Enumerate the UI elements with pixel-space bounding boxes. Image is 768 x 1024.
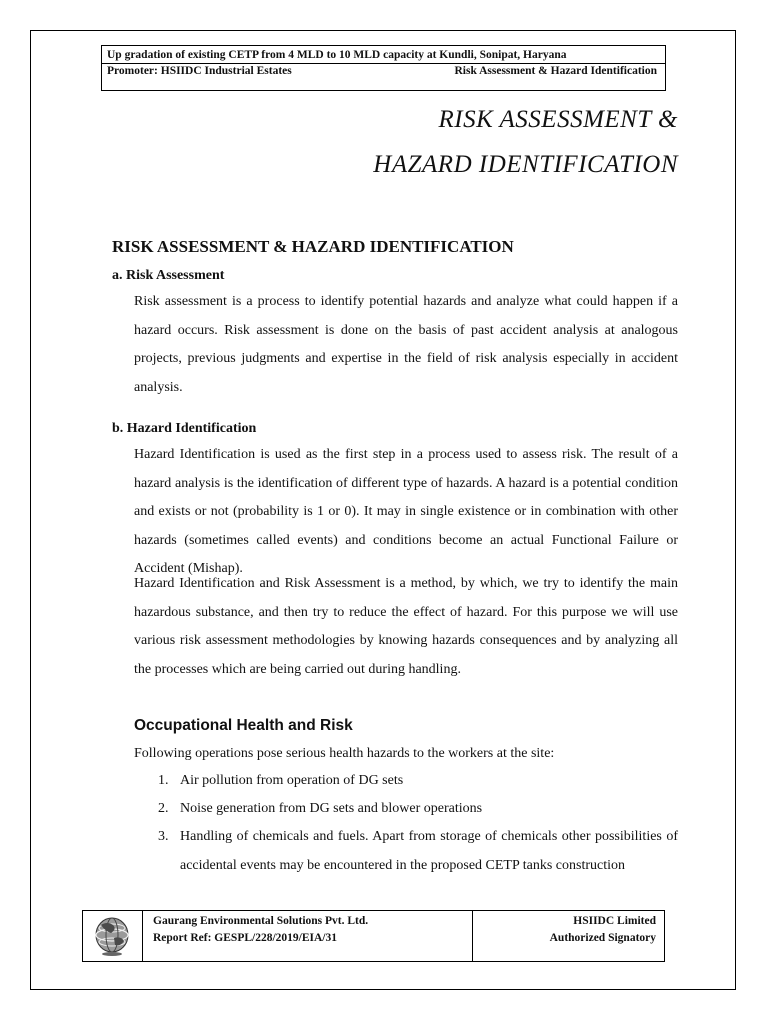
occupational-health-heading: Occupational Health and Risk bbox=[134, 717, 353, 734]
footer-signatory: Authorized Signatory bbox=[549, 932, 656, 944]
occupational-intro: Following operations pose serious health hazards to the workers at the site: bbox=[134, 746, 555, 761]
risk-assessment-label: a. Risk Assessment bbox=[112, 268, 225, 283]
footer-client-cell bbox=[473, 911, 664, 961]
header-project-title: Up gradation of existing CETP from 4 MLD to 10 MLD capacity at Kundli, Sonipat, Haryana bbox=[107, 49, 567, 61]
risk-assessment-paragraph bbox=[134, 288, 678, 402]
hazard-identification-label: b. Hazard Identification bbox=[112, 421, 257, 436]
header-chapter-title: Risk Assessment & Hazard Identification bbox=[454, 65, 657, 77]
list-item-number: 1. bbox=[158, 773, 169, 788]
hazard-identification-paragraph-2 bbox=[134, 570, 678, 684]
running-footer bbox=[82, 910, 665, 962]
footer-consultant-cell bbox=[143, 911, 473, 961]
footer-client-name: HSIIDC Limited bbox=[573, 915, 656, 927]
list-item-text: Handling of chemicals and fuels. Apart from storage of chemicals other possibilities of accidental events may be encountered in the proposed CETP tanks construction bbox=[180, 829, 678, 873]
section-heading: RISK ASSESSMENT & HAZARD IDENTIFICATION bbox=[112, 237, 514, 256]
list-item bbox=[158, 823, 678, 880]
risk-assessment-text: Risk assessment is a process to identify potential hazards and analyze what could happen if a hazard occurs. Risk assessment is done on the basis of past accident analysis at analogous projects, previous judgments and expertise in the field of risk analysis especially in accident analysis. bbox=[134, 294, 678, 395]
hazard-identification-text-1: Hazard Identification is used as the first step in a process used to assess risk. The result of a hazard analysis is the identification of different type of hazards. A hazard is a potential condition and exists or not (probability is 1 or 0). It may in single existence or in combination with other hazards (sometimes called events) and conditions become an actual Functional Failure or Accident (Mishap). bbox=[134, 447, 678, 577]
running-header bbox=[101, 45, 666, 91]
company-globe-logo-icon bbox=[83, 911, 141, 959]
hazard-identification-text-2: Hazard Identification and Risk Assessment is a method, by which, we try to identify the main hazardous substance, and then try to reduce the effect of hazard. For this purpose we will use various risk assessment methodologies by knowing hazards consequences and by analyzing all the processes which are being carried out during handling. bbox=[134, 576, 678, 677]
footer-report-ref: Report Ref: GESPL/228/2019/EIA/31 bbox=[153, 932, 337, 944]
footer-logo-cell bbox=[83, 911, 143, 961]
chapter-title-line1: RISK ASSESSMENT & bbox=[438, 106, 678, 133]
header-promoter: Promoter: HSIIDC Industrial Estates bbox=[107, 65, 292, 77]
hazard-identification-paragraph-1 bbox=[134, 441, 678, 584]
list-item-number: 2. bbox=[158, 801, 169, 816]
chapter-title-line2: HAZARD IDENTIFICATION bbox=[373, 151, 678, 178]
list-item bbox=[158, 767, 678, 796]
list-item bbox=[158, 795, 678, 824]
footer-company-name: Gaurang Environmental Solutions Pvt. Ltd. bbox=[153, 915, 369, 927]
list-item-text: Noise generation from DG sets and blower operations bbox=[180, 801, 483, 816]
list-item-text: Air pollution from operation of DG sets bbox=[180, 773, 404, 788]
list-item-number: 3. bbox=[158, 829, 169, 844]
